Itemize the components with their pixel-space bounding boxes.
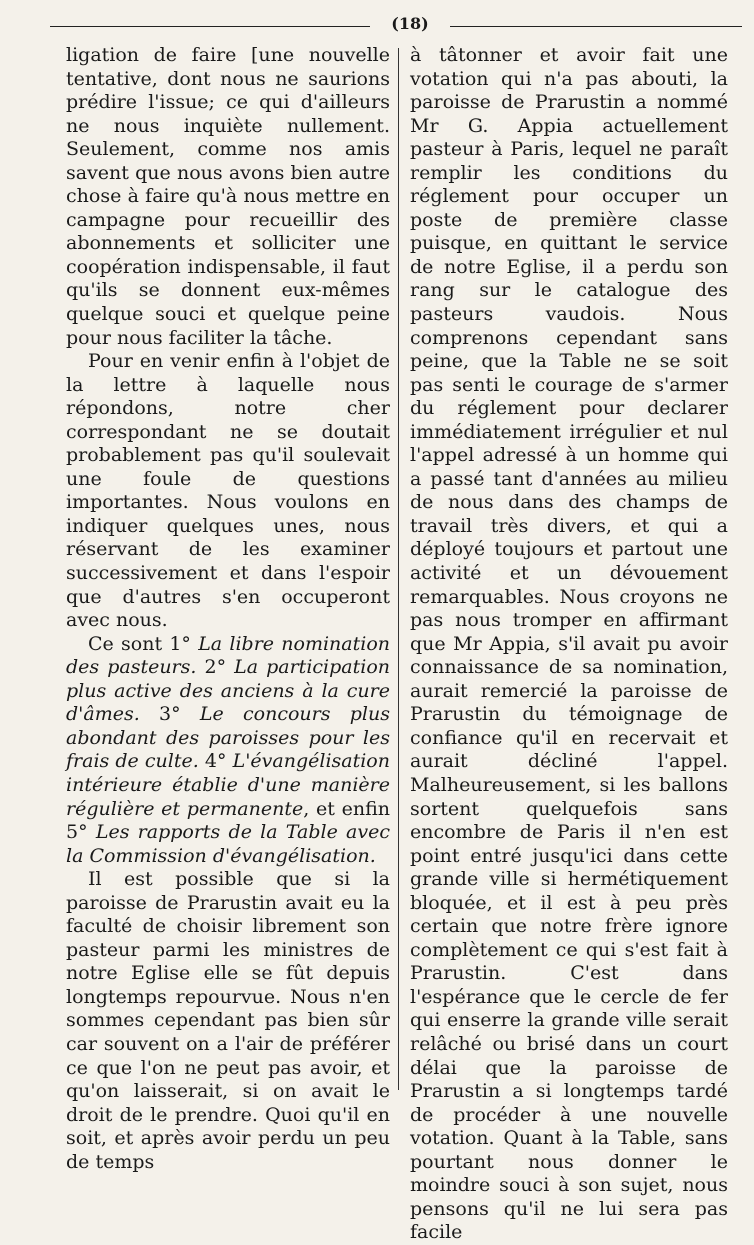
list-item-5: Les rapports de la Table avec la Commission d'évangélisation. bbox=[66, 821, 390, 867]
list-item-2: La participation plus active des anciens à la cure d'âmes. bbox=[66, 656, 390, 726]
left-paragraph-3 bbox=[66, 633, 390, 868]
header-rule-left bbox=[50, 26, 370, 27]
page-header bbox=[50, 10, 754, 38]
list-item-4: L'évangélisation intérieure établie d'une manière régulière et permanente bbox=[66, 750, 390, 820]
header-rule-right bbox=[450, 26, 742, 27]
list-item-1: La libre nomination des pasteurs. bbox=[66, 632, 390, 679]
list-intro: Ce sont 1° bbox=[88, 632, 199, 655]
left-paragraph-4: Il est possible que si la paroisse de Prarustin avait eu la faculté de choisir librement son pasteur parmi les ministres de notre Eglise elle se fût depuis longtemps repourvue. Nous n'en sommes cependant pas bien sûr car souvent on a l'air de préférer ce que l'on ne peut pas avoir, et qu'on laisserait, si on avait le droit de le prendre. Quoi qu'il en soit, et après avoir perdu un peu de temps bbox=[66, 868, 390, 1173]
list-sep-4: 4° bbox=[198, 750, 233, 773]
list-sep-5: , et enfin 5° bbox=[66, 797, 391, 844]
column-divider bbox=[398, 48, 399, 1090]
left-paragraph-2: Pour en venir enfin à l'objet de la lettre à laquelle nous répondons, notre cher correspondant ne se doutait probablement pas qu'il soulevait une foule de questions importantes. Nous voulons en indiquer quelques unes, nous réservant de les examiner successivement et dans l'espoir que d'autres s'en occuperont avec nous. bbox=[66, 350, 390, 632]
list-item-3: Le concours plus abondant des paroisses pour les frais de culte. bbox=[66, 703, 391, 773]
right-paragraph-1: à tâtonner et avoir fait une votation qui n'a pas abouti, la paroisse de Prarustin a nommé Mr G. Appia actuellement pasteur à Paris, lequel ne paraît remplir les conditions du réglement pour occuper un poste de première classe puisque, en quittant le service de notre Eglise, il a perdu son rang sur le catalogue des pasteurs vaudois. Nous comprenons cependant sans peine, que la Table ne se soit pas senti le courage de s'armer du réglement pour declarer immédiatement irrégulier et nul l'appel adressé à un homme qui a passé tant d'années au milieu de nous dans des champs de travail très divers, et qui a déployé toujours et partout une activité et un dévouement remarquables. Nous croyons ne pas nous tromper en affirmant que Mr Appia, s'il avait pu avoir connaissance de sa nomination, aurait remercié la paroisse de Prarustin du témoignage de confiance qu'il en recervait et aurait décliné l'appel. Malheureusement, si les ballons sortent quelquefois sans encombre de Paris il n'en est point entré jusqu'ici dans cette grande ville si hermétiquement bloquée, et il est à peu près certain que notre frère ignore complètement ce qui s'est fait à Prarustin. C'est dans l'espérance que le cercle de fer qui enserre la grande ville serait relâché ou brisé dans un court délai que la paroisse de Prarustin a si longtemps tardé de procéder à une nouvelle votation. Quant à la Table, sans pourtant nous donner le moindre souci à son sujet, nous pensons qu'il ne lui sera pas facile bbox=[410, 44, 728, 1244]
right-column bbox=[410, 44, 728, 1244]
page-number: (18) bbox=[391, 14, 429, 33]
list-sep-3: 3° bbox=[139, 703, 200, 726]
left-column bbox=[66, 44, 391, 1173]
list-sep-2: 2° bbox=[196, 656, 235, 679]
left-paragraph-1: ligation de faire [une nouvelle tentative, dont nous ne saurions prédire l'issue; ce qui d'ailleurs ne nous inquiète nullement. Seulement, comme nos amis savent que nous avons bien autre chose à faire qu'à nous mettre en campagne pour recueillir des abonnements et solliciter une coopération indispensable, il faut qu'ils se donnent eux-mêmes quelque souci et quelque peine pour nous faciliter la tâche. bbox=[66, 44, 390, 349]
